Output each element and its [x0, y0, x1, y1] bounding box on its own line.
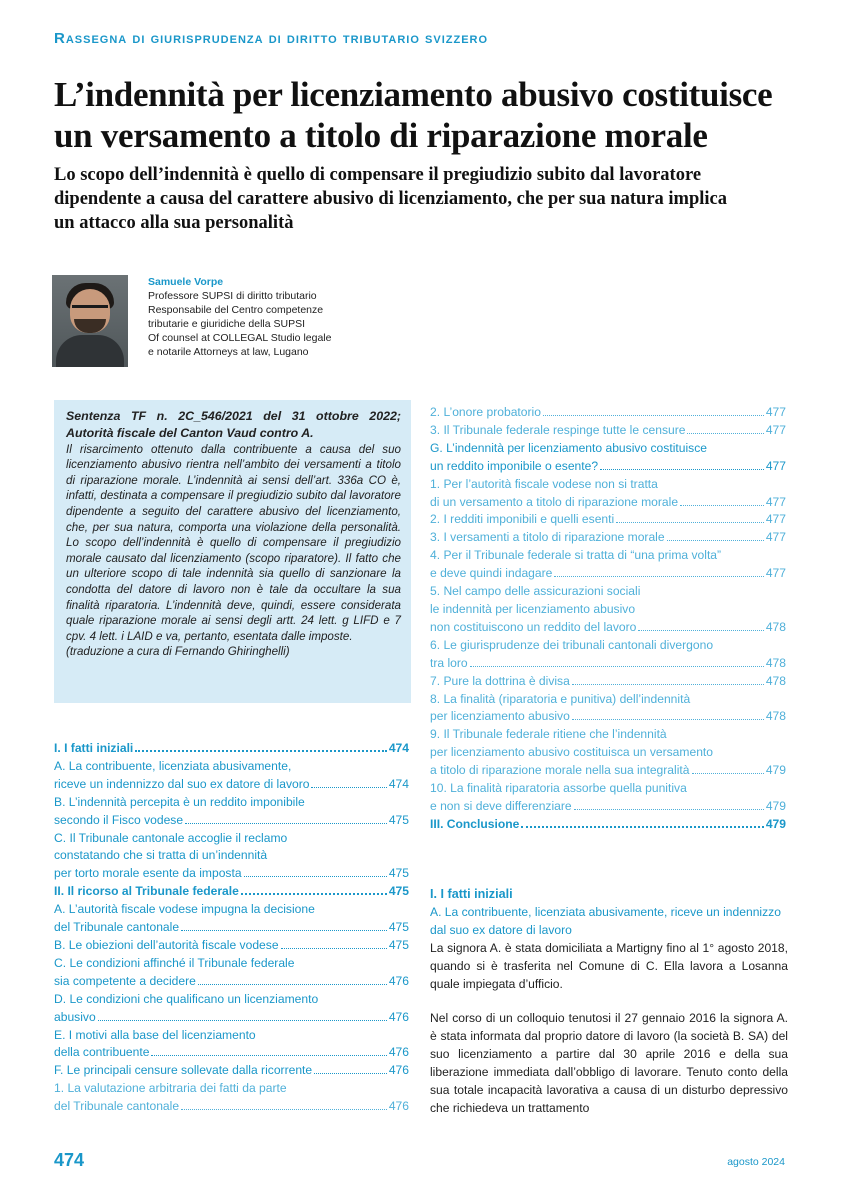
toc-page-number: 475	[388, 866, 409, 881]
toc-entry[interactable]	[430, 422, 786, 440]
toc-entry[interactable]	[430, 440, 786, 476]
toc-page-number: 476	[388, 1009, 409, 1024]
toc-page-number: 477	[765, 512, 786, 527]
toc-entry-text: non costituiscono un reddito del lavoro	[430, 619, 637, 634]
toc-page-number: 477	[765, 405, 786, 419]
toc-entry-text: A. L’autorità fiscale vodese impugna la decisione	[54, 902, 315, 917]
body-paragraph: Nel corso di un colloquio tenutosi il 27 gennaio 2016 la signora A. è stata informata dal proprio datore di lavoro (la società B. SA) del suo licenziamento a partire dal 30 aprile 2016 e della sua liberazione immediata dall’obbligo di lavorare. Tenuto conto della sua totale incapacità lavorativa a causa di un disturbo depressivo che richiedeva un trattamento	[430, 1011, 788, 1115]
toc-entry[interactable]	[54, 991, 409, 1027]
title-line: un versamento a titolo di riparazione morale	[54, 116, 708, 155]
toc-leader-dots	[135, 750, 387, 752]
toc-entry[interactable]	[430, 547, 786, 583]
author-block	[148, 275, 348, 359]
toc-page-number: 477	[765, 422, 786, 437]
toc-entry-text: 9. Il Tribunale federale ritiene che l’indennità	[430, 727, 667, 742]
toc-page-number: 476	[388, 1063, 409, 1078]
toc-page-number: 475	[388, 884, 409, 899]
author-photo	[52, 275, 128, 367]
toc-leader-dots	[574, 809, 764, 810]
toc-leader-dots	[554, 576, 763, 577]
toc-leader-dots	[687, 433, 763, 434]
lead-line: dipendente a causa del carattere abusivo di licenziamento, che per sua natura implica	[54, 189, 728, 209]
toc-entry[interactable]	[54, 1062, 409, 1080]
toc-page-number: 478	[765, 709, 786, 724]
toc-leader-dots	[680, 505, 764, 506]
toc-entry-text: un reddito imponibile o esente?	[430, 458, 599, 473]
article-lead	[54, 163, 814, 235]
toc-leader-dots	[181, 930, 387, 931]
toc-page-number: 479	[765, 816, 786, 831]
toc-entry-text: abusivo	[54, 1009, 96, 1024]
rubric: Rassegna di giurisprudenza di diritto tributario svizzero	[54, 30, 489, 47]
toc-leader-dots	[241, 893, 387, 895]
toc-page-number: 478	[765, 619, 786, 634]
lead-line: Lo scopo dell’indennità è quello di compensare il pregiudizio subito dal lavoratore	[54, 165, 702, 185]
toc-page-number: 476	[388, 1045, 409, 1060]
article-title	[54, 74, 814, 156]
toc-entry[interactable]	[54, 883, 409, 901]
toc-entry[interactable]	[430, 637, 786, 673]
toc-entry-text: 3. Il Tribunale federale respinge tutte le censure	[430, 422, 686, 437]
toc-entry[interactable]	[430, 476, 786, 512]
toc-entry[interactable]	[430, 726, 786, 780]
toc-leader-dots	[692, 773, 764, 774]
lead-line: un attacco alla sua personalità	[54, 213, 294, 233]
toc-entry[interactable]	[430, 583, 786, 637]
toc-entry[interactable]	[54, 758, 409, 794]
toc-entry-text: C. Le condizioni affinché il Tribunale federale	[54, 955, 295, 970]
toc-page-number: 478	[765, 673, 786, 688]
toc-entry-text: 7. Pure la dottrina è divisa	[430, 673, 570, 688]
toc-leader-dots	[314, 1073, 387, 1074]
author-name: Samuele Vorpe	[148, 276, 224, 288]
toc-leader-dots	[185, 823, 387, 824]
toc-entry-text: E. I motivi alla base del licenziamento	[54, 1027, 256, 1042]
toc-entry-text: del Tribunale cantonale	[54, 920, 180, 935]
toc-entry-text: e deve quindi indagare	[430, 566, 553, 581]
toc-entry-text: 10. La finalità riparatoria assorbe quella punitiva	[430, 781, 687, 796]
toc-entry[interactable]	[54, 794, 409, 830]
toc-entry-text: I. I fatti iniziali	[54, 741, 134, 755]
toc-leader-dots	[600, 469, 764, 470]
issue-date: agosto 2024	[727, 1156, 785, 1168]
toc-entry-text: 6. Le giurisprudenze dei tribunali cantonali divergono	[430, 637, 714, 652]
toc-entry[interactable]	[430, 691, 786, 727]
toc-entry-text: 8. La finalità (riparatoria e punitiva) dell’indennità	[430, 691, 691, 706]
page-number: 474	[54, 1150, 85, 1170]
toc-entry[interactable]	[54, 830, 409, 884]
toc-entry-text: 1. Per l’autorità fiscale vodese non si tratta	[430, 476, 658, 491]
toc-entry-text: secondo il Fisco vodese	[54, 812, 184, 827]
toc-entry-text: per licenziamento abusivo costituisca un versamento	[430, 745, 714, 760]
toc-entry-text: per torto morale esente da imposta	[54, 866, 242, 881]
toc-entry-text: della contribuente	[54, 1045, 150, 1060]
toc-entry-text: A. La contribuente, licenziata abusivamente,	[54, 758, 292, 773]
toc-leader-dots	[470, 666, 764, 667]
toc-entry-text: II. Il ricorso al Tribunale federale	[54, 884, 239, 899]
toc-entry[interactable]	[430, 511, 786, 529]
toc-leader-dots	[281, 948, 387, 949]
toc-page-number: 479	[765, 763, 786, 778]
toc-page-number: 477	[765, 530, 786, 545]
summary-body: Il risarcimento ottenuto dalla contribuente a causa del suo licenziamento abusivo rientra nell’ambito dei versamenti a titolo di riparazione morale. L’indennità ai sensi dell’art. 336a CO è, infatti, destinata a compensare il pregiudizio subito dal lavoratore dipendente a seguito del carattere abusivo del licenziamento, che, per sua natura, comporta una violazione della personalità. Lo scopo dell’indennità è quello di compensare il pregiudizio morale causato dal licenziamento (scopo riparatore). Il fatto che un ulteriore scopo di tale indennità sia quello di sanzionare la condotta del datore di lavoro non è tale da occultare la sua finalità riparatoria. L’indennità deve, quindi, essere considerata quale riparazione morale ai sensi degli artt. 24 lett. g LIFD e 7 cpv. 4 lett. i LAID e va, pertanto, esentata dalle imposte.	[66, 442, 401, 643]
toc-entry[interactable]	[54, 1080, 409, 1116]
toc-leader-dots	[543, 415, 764, 416]
toc-page-number: 479	[765, 798, 786, 813]
toc-entry-text: B. Le obiezioni dell’autorità fiscale vodese	[54, 937, 279, 952]
body-paragraph: La signora A. è stata domiciliata a Martigny fino al 1° agosto 2018, quando si è trasferita nel Comune di C. Ella lavora a Losanna quale impiegata d’ufficio.	[430, 940, 788, 991]
toc-entry[interactable]	[54, 955, 409, 991]
section-heading: I. I fatti iniziali	[430, 887, 513, 901]
toc-page-number: 477	[765, 458, 786, 473]
toc-entry[interactable]	[430, 780, 786, 816]
toc-entry-text: 4. Per il Tribunale federale si tratta di “una prima volta”	[430, 548, 722, 563]
toc-entry[interactable]	[430, 529, 786, 547]
toc-entry-text: F. Le principali censure sollevate dalla ricorrente	[54, 1063, 313, 1078]
toc-entry-text: a titolo di riparazione morale nella sua integralità	[430, 763, 690, 778]
author-line: Professore SUPSI di diritto tributario	[148, 290, 317, 302]
toc-entry[interactable]	[54, 937, 409, 955]
toc-entry-text: 2. L’onore probatorio	[430, 405, 541, 419]
author-line: Responsabile del Centro competenze	[148, 304, 324, 316]
toc-entry-text: III. Conclusione	[430, 816, 520, 831]
summary-heading: Sentenza TF n. 2C_546/2021 del 31 ottobre 2022; Autorità fiscale del Canton Vaud contro A.	[66, 409, 401, 440]
toc-page-number: 477	[765, 566, 786, 581]
toc-leader-dots	[198, 984, 387, 985]
toc-entry-text: e non si deve differenziare	[430, 798, 572, 813]
subsection-heading: A. La contribuente, licenziata abusivamente, riceve un indennizzo dal suo ex datore di lavoro	[430, 904, 781, 937]
toc-leader-dots	[572, 719, 764, 720]
toc-entry[interactable]	[430, 816, 786, 834]
toc-page-number: 478	[765, 655, 786, 670]
author-line: tributarie e giuridiche della SUPSI	[148, 318, 305, 330]
toc-leader-dots	[667, 540, 764, 541]
toc-page-number: 475	[388, 937, 409, 952]
summary-box	[54, 400, 411, 703]
toc-leader-dots	[151, 1055, 386, 1056]
toc-entry-text: D. Le condizioni che qualificano un licenziamento	[54, 991, 319, 1006]
toc-entry-text: 1. La valutazione arbitraria dei fatti da parte	[54, 1081, 287, 1096]
toc-entry-text: del Tribunale cantonale	[54, 1099, 180, 1114]
summary-translation: (traduzione a cura di Fernando Ghiringhelli)	[66, 645, 290, 659]
toc-entry[interactable]	[54, 901, 409, 937]
author-line: e notarile Attorneys at law, Lugano	[148, 346, 309, 358]
toc-entry-text: C. Il Tribunale cantonale accoglie il reclamo	[54, 830, 288, 845]
toc-entry-text: G. L’indennità per licenziamento abusivo costituisce	[430, 440, 707, 455]
table-of-contents-right	[430, 404, 786, 834]
article-body	[430, 886, 788, 1118]
toc-leader-dots	[638, 630, 763, 631]
toc-entry-text: le indennità per licenziamento abusivo	[430, 601, 636, 616]
toc-page-number: 475	[388, 920, 409, 935]
toc-page-number: 476	[388, 1099, 409, 1114]
toc-page-number: 474	[388, 776, 409, 791]
toc-entry-text: constatando che si tratta di un’indennità	[54, 848, 268, 863]
toc-entry-text: 5. Nel campo delle assicurazioni sociali	[430, 584, 641, 599]
toc-page-number: 477	[765, 494, 786, 509]
toc-leader-dots	[181, 1109, 387, 1110]
toc-page-number: 474	[388, 741, 409, 755]
toc-entry[interactable]	[430, 673, 786, 691]
toc-entry-text: riceve un indennizzo dal suo ex datore di lavoro	[54, 776, 310, 791]
toc-leader-dots	[244, 876, 387, 877]
toc-entry-text: 2. I redditi imponibili e quelli esenti	[430, 512, 615, 527]
title-line: L’indennità per licenziamento abusivo costituisce	[54, 75, 773, 114]
toc-entry-text: per licenziamento abusivo	[430, 709, 570, 724]
table-of-contents-left	[54, 740, 409, 1116]
toc-entry[interactable]	[430, 404, 786, 422]
author-line: Of counsel at COLLEGAL Studio legale	[148, 332, 332, 344]
toc-page-number: 475	[388, 812, 409, 827]
toc-entry-text: sia competente a decidere	[54, 973, 196, 988]
toc-leader-dots	[521, 826, 763, 828]
toc-entry[interactable]	[54, 1027, 409, 1063]
toc-leader-dots	[98, 1020, 387, 1021]
toc-entry-text: di un versamento a titolo di riparazione morale	[430, 494, 679, 509]
toc-page-number: 476	[388, 973, 409, 988]
toc-leader-dots	[616, 522, 764, 523]
toc-entry[interactable]	[54, 740, 409, 758]
toc-leader-dots	[572, 684, 764, 685]
toc-entry-text: tra loro	[430, 655, 468, 670]
toc-entry-text: B. L’indennità percepita è un reddito imponibile	[54, 794, 305, 809]
toc-leader-dots	[311, 787, 386, 788]
toc-entry-text: 3. I versamenti a titolo di riparazione morale	[430, 530, 665, 545]
